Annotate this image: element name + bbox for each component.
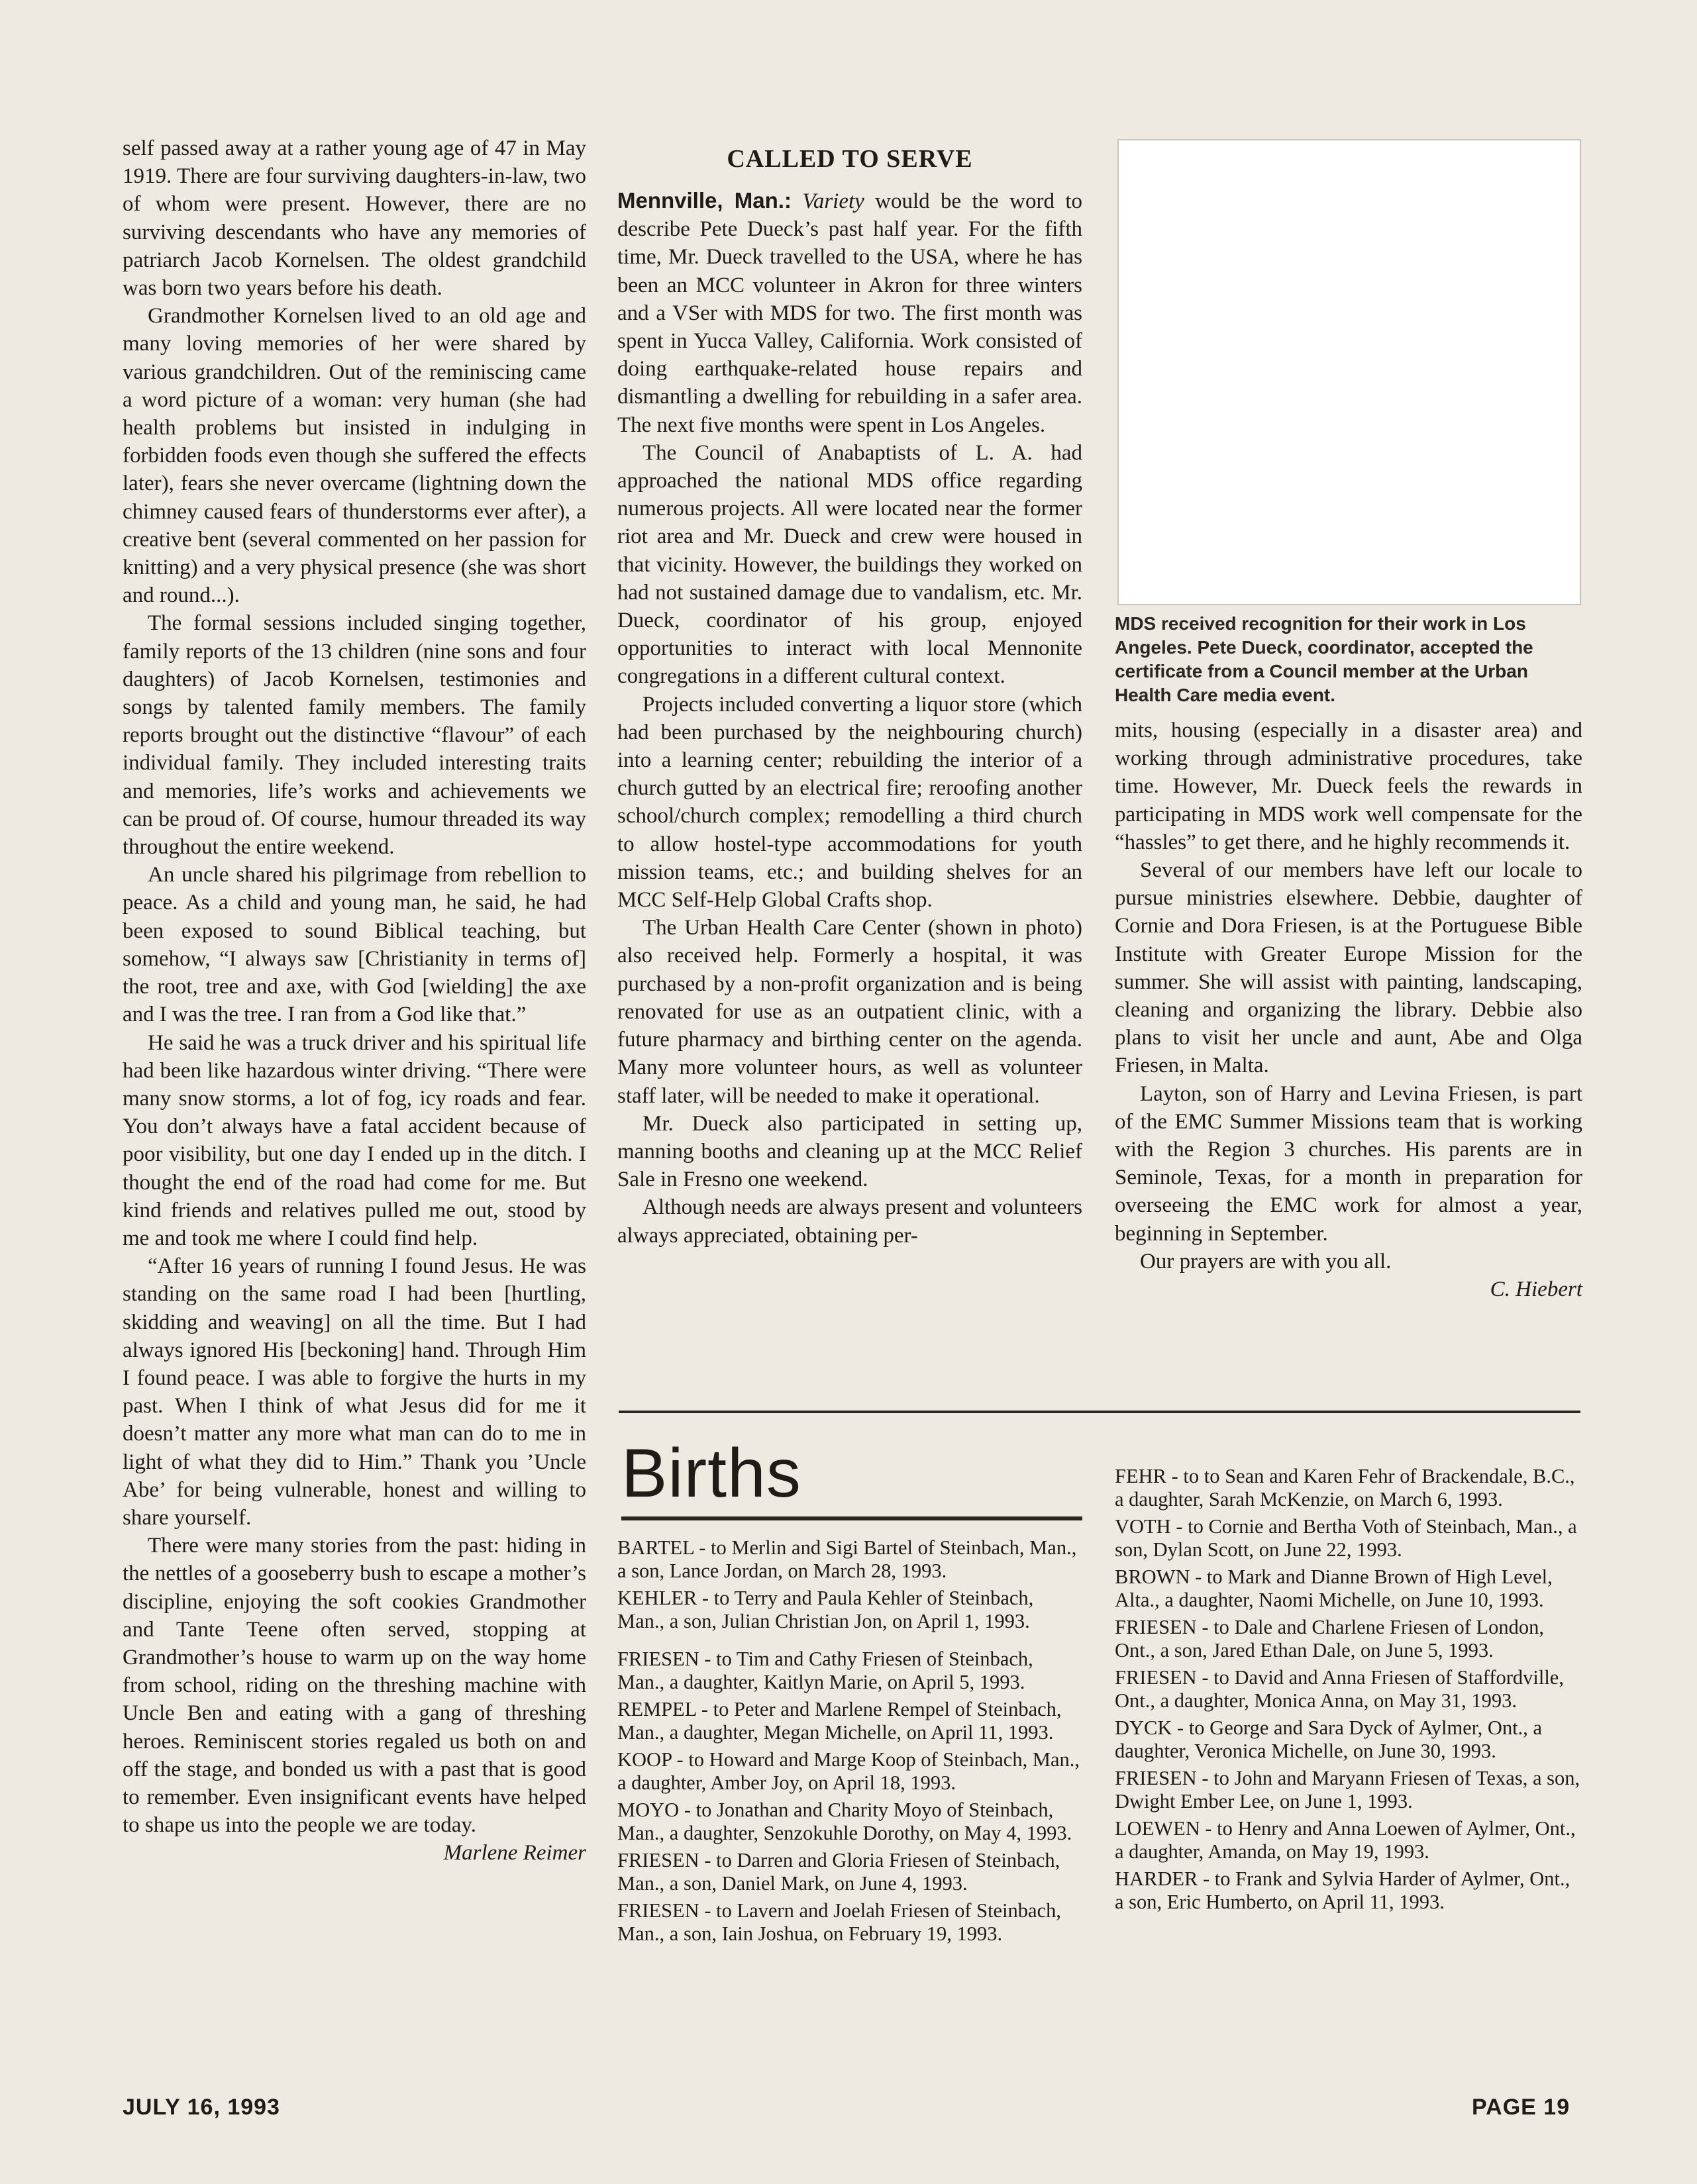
birth-entry: KOOP - to Howard and Marge Koop of Steinbach, Man., a daughter, Amber Joy, on April 18, 1993. [617, 1748, 1080, 1794]
article-paragraph: Grandmother Kornelsen lived to an old age and many loving memories of her were shared by various grandchildren. Out of the reminiscing came a word picture of a woman: very human (she had health problems but insisted in indulging in forbidden foods even though she suffered the effects later), fears she never overcame (lightning down the chimney caused fears of thunderstorms ever after), a creative bent (several commented on her passion for knitting) and a very physical presence (she was short and round...). [123, 304, 586, 608]
photo-placeholder [1117, 139, 1581, 605]
article-paragraph: Although needs are always present and volunteers always appreciated, obtaining per- [617, 1195, 1082, 1248]
article-paragraph: self passed away at a rather young age of 47 in May 1919. There are four surviving daughters-in-law, two of whom were present. However, there are no surviving descendants who have any memories of patriarch Jacob Kornelsen. The oldest grandchild was born two years before his death. [123, 136, 586, 301]
article-paragraph: The formal sessions included singing together, family reports of the 13 children (nine sons and four daughters) of Jacob Kornelsen, testimonies and songs by talented family members. The family reports brought out the distinctive “flavour” of each individual family. They included interesting traits and memories, life’s works and achievements we can be proud of. Of course, humour threaded its way throughout the entire weekend. [123, 611, 586, 860]
birth-entry: BROWN - to Mark and Dianne Brown of High Level, Alta., a daughter, Naomi Michelle, on June 10, 1993. [1115, 1565, 1553, 1611]
article-paragraph: Projects included converting a liquor store (which had been purchased by the neighbouring church) into a learning center; rebuilding the interior of a church gutted by an electrical fire; reroofing another school/church complex; remodelling a third church to allow hostel-type accommodations for youth mission teams, etc.; and building shelves for an MCC Self-Help Global Crafts shop. [617, 692, 1082, 913]
birth-entry: BARTEL - to Merlin and Sigi Bartel of Steinbach, Man., a son, Lance Jordan, on March 28, 1993. [617, 1536, 1077, 1582]
births-title: Births [621, 1435, 801, 1512]
birth-entry: MOYO - to Jonathan and Charity Moyo of Steinbach, Man., a daughter, Senzokuhle Dorothy, on May 4, 1993. [617, 1799, 1072, 1844]
article-lead-paragraph [617, 187, 1082, 439]
births-list-right [1115, 1465, 1582, 1918]
article-paragraph: He said he was a truck driver and his spiritual life had been like hazardous winter driving. “There were many snow storms, a lot of fog, icy roads and fear. You don’t always have a fatal accident because of poor visibility, but one day I ended up in the ditch. I thought the end of the road had come for me. But kind friends and relatives pulled me out, stood by me and took me where I could find help. [123, 1030, 586, 1250]
birth-entry: FEHR - to to Sean and Karen Fehr of Brackendale, B.C., a daughter, Sarah McKenzie, on March 6, 1993. [1115, 1465, 1575, 1511]
article-signature: C. Hiebert [1490, 1277, 1582, 1302]
birth-entry: FRIESEN - to Darren and Gloria Friesen of Steinbach, Man., a son, Daniel Mark, on June 4, 1993. [617, 1849, 1060, 1895]
birth-entry: FRIESEN - to Lavern and Joelah Friesen of Steinbach, Man., a son, Iain Joshua, on February 19, 1993. [617, 1899, 1062, 1945]
birth-entry: FRIESEN - to Dale and Charlene Friesen of London, Ont., a son, Jared Ethan Dale, on June 5, 1993. [1115, 1616, 1544, 1662]
births-title-rule [621, 1516, 1082, 1520]
photo-caption: MDS received recognition for their work in Los Angeles. Pete Dueck, coordinator, accepted the certificate from a Council member at the Urban Health Care media event. [1115, 613, 1533, 705]
issue-date: JULY 16, 1993 [123, 2095, 280, 2120]
birth-entry: HARDER - to Frank and Sylvia Harder of Aylmer, Ont., a son, Eric Humberto, on April 11, 1993. [1115, 1867, 1570, 1913]
article-paragraph: Mr. Dueck also participated in setting up, manning booths and cleaning up at the MCC Relief Sale in Fresno one weekend. [617, 1111, 1082, 1192]
birth-entry: REMPEL - to Peter and Marlene Rempel of Steinbach, Man., a daughter, Megan Michelle, on April 11, 1993. [617, 1698, 1062, 1744]
article-paragraph: Several of our members have left our locale to pursue ministries elsewhere. Debbie, daughter of Cornie and Dora Friesen, is at the Portuguese Bible Institute with Greater Europe Mission for the summer. She will assist with painting, landscaping, cleaning and organizing the library. Debbie also plans to visit her uncle and aunt, Abe and Olga Friesen, in Malta. [1115, 858, 1582, 1078]
article-paragraph: An uncle shared his pilgrimage from rebellion to peace. As a child and young man, he said, he had been exposed to sound Biblical teaching, but somehow, “I always saw [Christianity in terms of] the root, tree and axe, with God [wielding] the axe and I was the tree. I ran from a God like that.” [123, 863, 586, 1027]
births-list-left [617, 1536, 1084, 1950]
birth-entry: LOEWEN - to Henry and Anna Loewen of Aylmer, Ont., a daughter, Amanda, on May 19, 1993. [1115, 1817, 1576, 1863]
lead-text: would be the word to describe Pete Dueck’s past half year. For the fifth time, Mr. Dueck travelled to the USA, where he has been an MCC volunteer in Akron for three winters and a VSer with MDS for two. The first month was spent in Yucca Valley, California. Work consisted of doing earthquake-related house repairs and dismantling a dwelling for rebuilding in a safer area. The next five months were spent in Los Angeles. [617, 189, 1083, 437]
called-to-serve-continued [1115, 717, 1582, 1303]
page-number: PAGE 19 [1472, 2095, 1570, 2120]
article-paragraph: Our prayers are with you all. [1140, 1249, 1392, 1273]
birth-entry: VOTH - to Cornie and Bertha Voth of Steinbach, Man., a son, Dylan Scott, on June 22, 1993. [1115, 1515, 1577, 1561]
article-paragraph: There were many stories from the past: hiding in the nettles of a gooseberry bush to escape a mother’s discipline, enjoying the soft cookies Grandmother and Tante Teene often served, stopping at Grandmother’s house to warm up on the way home from school, riding on the threshing machine with Uncle Ben and eating with a gang of threshing heroes. Reminiscent stories regaled us both on and off the stage, and bonded us with a past that is good to remember. Even insignificant events have helped to shape us into the people we are today. [123, 1534, 586, 1838]
article-paragraph: mits, housing (especially in a disaster area) and working through administrative procedures, take time. However, Mr. Dueck feels the rewards in participating in MDS work well compensate for the “hassles” to get there, and he highly recommends it. [1115, 719, 1582, 854]
article-signature: Marlene Reimer [443, 1841, 586, 1865]
lead-italic: Variety [802, 189, 864, 213]
birth-entry: FRIESEN - to Tim and Cathy Friesen of Steinbach, Man., a daughter, Kaitlyn Marie, on April 5, 1993. [617, 1648, 1033, 1693]
reunion-article [123, 134, 586, 1867]
article-paragraph: The Urban Health Care Center (shown in photo) also received help. Formerly a hospital, it was purchased by a non-profit organization and is being renovated for use as an outpatient clinic, with a future pharmacy and birthing center on the agenda. Many more volunteer hours, as well as volunteer staff later, will be needed to make it operational. [617, 916, 1082, 1108]
article-paragraph: Layton, son of Harry and Levina Friesen, is part of the EMC Summer Missions team that is working with the Region 3 churches. His parents are in Seminole, Texas, for a month in preparation for overseeing the EMC work for almost a year, beginning in September. [1115, 1081, 1582, 1246]
called-to-serve-article [617, 187, 1082, 1250]
section-divider [619, 1411, 1580, 1413]
birth-entry: KEHLER - to Terry and Paula Kehler of Steinbach, Man., a son, Julian Christian Jon, on April 1, 1993. [617, 1587, 1034, 1632]
birth-entry: FRIESEN - to John and Maryann Friesen of Texas, a son, Dwight Ember Lee, on June 1, 1993. [1115, 1767, 1580, 1812]
dateline: Mennville, Man.: [617, 188, 792, 213]
article-headline: CALLED TO SERVE [727, 145, 973, 173]
article-paragraph: The Council of Anabaptists of L. A. had approached the national MDS office regarding numerous projects. All were located near the former riot area and Mr. Dueck and crew were housed in that vicinity. However, the buildings they worked on had not sustained damage due to vandalism, etc. Mr. Dueck, coordinator of his group, enjoyed opportunities to interact with local Mennonite congregations in a different cultural context. [617, 440, 1082, 689]
article-paragraph: “After 16 years of running I found Jesus. He was standing on the same road I had been [hurtling, skidding and weaving] on all the time. But I had always ignored His [beckoning] hand. Through Him I found peace. I was able to forgive the hurts in my past. When I think of what Jesus did for me it doesn’t matter any more what man can do to me in light of what they did to Him.” Thank you ’Uncle Abe’ for being vulnerable, honest and willing to share yourself. [123, 1254, 586, 1530]
birth-entry: FRIESEN - to David and Anna Friesen of Staffordville, Ont., a daughter, Monica Anna, on May 31, 1993. [1115, 1666, 1564, 1712]
birth-entry: DYCK - to George and Sara Dyck of Aylmer, Ont., a daughter, Veronica Michelle, on June 30, 1993. [1115, 1716, 1543, 1762]
